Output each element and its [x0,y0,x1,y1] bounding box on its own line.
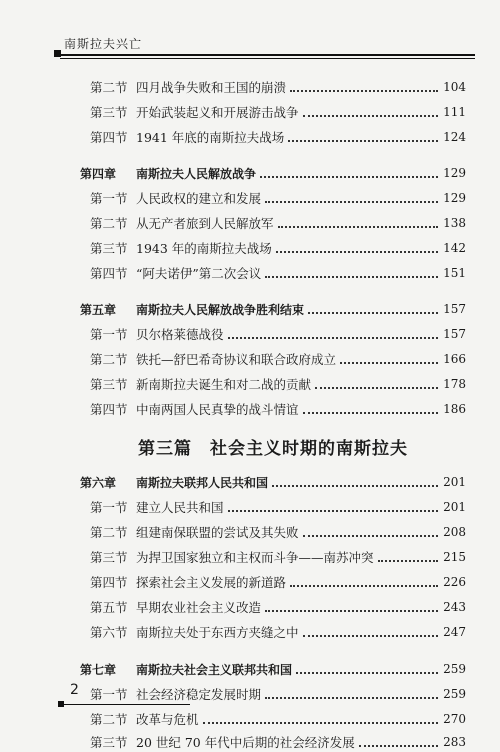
section-title: 贝尔格莱德战役 [136,327,224,342]
section-number: 第二节 [90,80,128,95]
section-title: 1943 年的南斯拉夫战场 [136,241,272,256]
page-number: 283 [443,735,466,749]
toc-entry[interactable] [80,522,466,542]
dot-leader [265,275,438,278]
toc-entry[interactable] [80,709,466,729]
section-number: 第四节 [90,266,128,281]
page-number: 226 [443,575,466,589]
toc-chapter-entry[interactable] [80,163,466,183]
dot-leader [303,634,438,637]
dot-leader [288,139,438,142]
section-title: 探索社会主义发展的新道路 [136,575,287,590]
toc-entry[interactable] [80,399,466,419]
toc-entry[interactable] [80,597,466,617]
toc-chapter-entry[interactable] [80,472,466,492]
section-number: 第五节 [90,600,128,615]
toc-entry[interactable] [80,349,466,369]
toc-entry[interactable] [80,213,466,233]
header [60,35,475,52]
folio-page-number: 2 [70,682,79,698]
section-title: 1941 年底的南斯拉夫战场 [136,130,285,145]
toc-entry[interactable] [80,238,466,258]
section-title: 人民政权的建立和发展 [136,191,262,206]
page-number: 104 [443,80,466,94]
page-number: 201 [443,475,466,489]
chapter-title: 南斯拉夫联邦人民共和国 [136,475,269,490]
toc-entry[interactable] [80,374,466,394]
page-number: 111 [443,105,466,119]
toc-entry[interactable] [80,263,466,283]
page-number: 166 [443,352,466,366]
dot-leader [378,559,438,562]
toc-entry[interactable] [80,127,466,147]
section-title: 建立人民共和国 [136,500,224,515]
section-title: 新南斯拉夫诞生和对二战的贡献 [136,377,312,392]
section-number: 第三节 [90,550,128,565]
chapter-title: 南斯拉夫社会主义联邦共和国 [136,662,293,677]
chapter-number: 第七章 [80,662,117,677]
page-number: 138 [443,216,466,230]
page-number: 201 [443,500,466,514]
dot-leader [359,744,438,747]
section-title: 铁托—舒巴希奇协议和联合政府成立 [136,352,337,367]
toc-entry[interactable] [80,324,466,344]
page-number: 270 [443,712,466,726]
section-number: 第一节 [90,687,128,702]
dot-leader [265,200,438,203]
toc-entry[interactable] [80,547,466,567]
section-title: “阿夫诺伊”第二次会议 [136,266,262,281]
section-title: 四月战争失败和王国的崩溃 [136,80,287,95]
page-number: 157 [443,327,466,341]
footer-rule [64,704,190,705]
toc-entry[interactable] [80,102,466,122]
chapter-number: 第四章 [80,166,117,181]
section-number: 第一节 [90,191,128,206]
dot-leader [265,696,438,699]
section-title: 中南两国人民真挚的战斗情谊 [136,402,299,417]
dot-leader [308,311,438,314]
page-number: 129 [443,191,466,205]
section-number: 第二节 [90,216,128,231]
chapter-title: 南斯拉夫人民解放战争胜利结束 [136,302,305,317]
section-number: 第二节 [90,712,128,727]
toc-entry[interactable] [80,497,466,517]
dot-leader [276,250,438,253]
section-title: 早期农业社会主义改造 [136,600,262,615]
chapter-number: 第六章 [80,475,117,490]
page-number: 208 [443,525,466,539]
section-number: 第一节 [90,500,128,515]
section-number: 第四节 [90,575,128,590]
section-number: 第四节 [90,402,128,417]
dot-leader [272,484,438,487]
section-title: 20 世纪 70 年代中后期的社会经济发展 [136,735,355,750]
page-number: 259 [443,662,466,676]
dot-leader [303,534,438,537]
page-number: 129 [443,166,466,180]
dot-leader [278,225,438,228]
section-number: 第三节 [90,377,128,392]
section-number: 第三节 [90,241,128,256]
section-title: 组建南保联盟的尝试及其失败 [136,525,299,540]
dot-leader [203,721,438,724]
dot-leader [290,584,438,587]
page-number: 215 [443,550,466,564]
toc-entry[interactable] [80,77,466,97]
section-title: 从无产者旅到人民解放军 [136,216,274,231]
section-title: 南斯拉夫处于东西方夹缝之中 [136,625,299,640]
page-number: 142 [443,241,466,255]
dot-leader [315,386,438,389]
chapter-title: 南斯拉夫人民解放战争 [136,166,257,181]
section-number: 第二节 [90,525,128,540]
dot-leader [296,671,438,674]
section-number: 第一节 [90,327,128,342]
page-number: 247 [443,625,466,639]
dot-leader [303,114,438,117]
page-number: 124 [443,130,466,144]
section-title: 为捍卫国家独立和主权而斗争——南苏冲突 [136,550,374,565]
section-number: 第三节 [90,735,128,750]
chapter-number: 第五章 [80,302,117,317]
toc-entry[interactable] [80,188,466,208]
part-heading[interactable]: 第三篇 社会主义时期的南斯拉夫 [138,439,408,459]
section-title: 开始武装起义和开展游击战争 [136,105,299,120]
toc-entry[interactable] [80,572,466,592]
section-number: 第六节 [90,625,128,640]
dot-leader [260,175,438,178]
toc-chapter-entry[interactable] [80,659,466,679]
page-number: 243 [443,600,466,614]
section-title: 改革与危机 [136,712,199,727]
page-number: 157 [443,302,466,316]
toc-chapter-entry[interactable] [80,299,466,319]
dot-leader [290,89,438,92]
page-number: 259 [443,687,466,701]
page-number: 186 [443,402,466,416]
dot-leader [265,609,438,612]
section-number: 第四节 [90,130,128,145]
page-number: 151 [443,266,466,280]
section-title: 社会经济稳定发展时期 [136,687,262,702]
dot-leader [340,361,438,364]
dot-leader [228,336,438,339]
header-rule [60,54,475,59]
toc-entry[interactable] [80,684,466,704]
page-number: 178 [443,377,466,391]
section-number: 第二节 [90,352,128,367]
section-number: 第三节 [90,105,128,120]
dot-leader [228,509,438,512]
toc-entry[interactable] [80,732,466,752]
header-title: 南斯拉夫兴亡 [64,37,143,51]
dot-leader [303,411,438,414]
toc-entry[interactable] [80,622,466,642]
